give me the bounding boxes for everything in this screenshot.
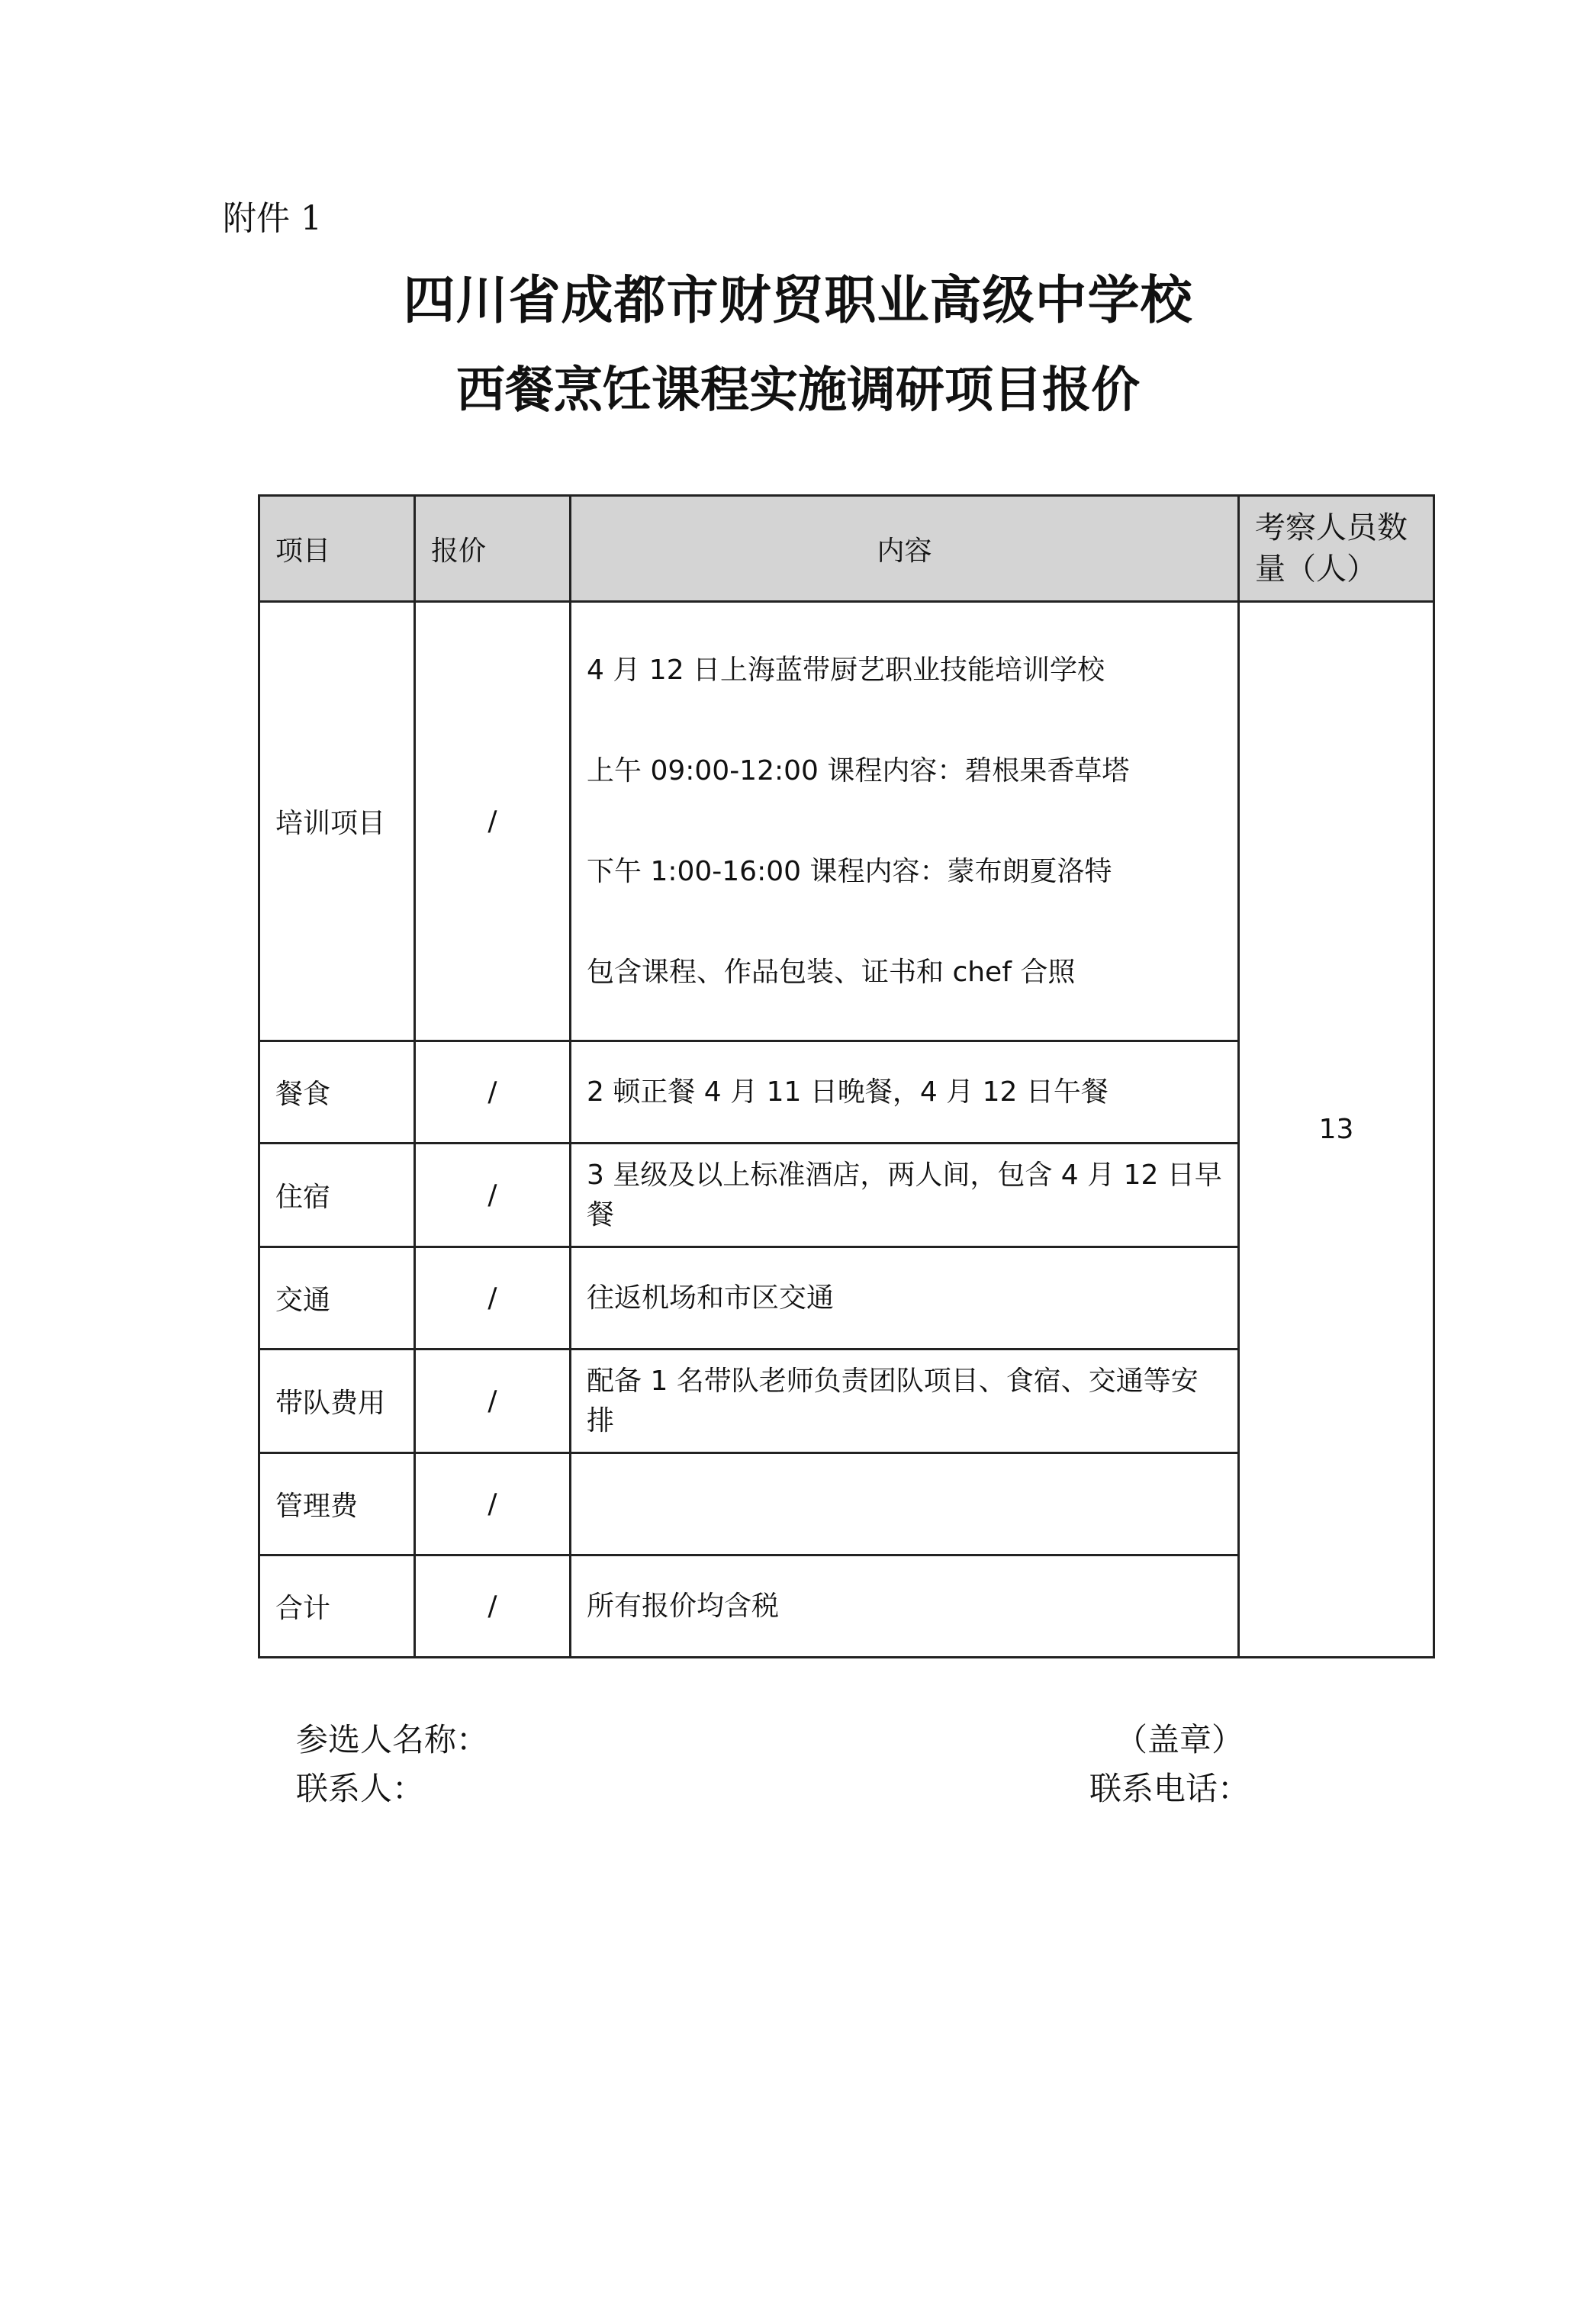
quote-table xyxy=(258,494,1435,1658)
table-row xyxy=(259,602,1434,1041)
contact-person-label: 联系人： xyxy=(296,1770,425,1807)
row-price: / xyxy=(415,1041,571,1144)
row-content: 3 星级及以上标准酒店，两人间，包含 4 月 12 日早餐 xyxy=(571,1144,1239,1247)
row-item: 餐食 xyxy=(259,1041,415,1144)
row-content xyxy=(571,602,1239,1041)
content-line: 包含课程、作品包装、证书和 chef 合照 xyxy=(587,956,1076,988)
column-header-item: 项目 xyxy=(259,496,415,602)
attachment-label: 附件 1 xyxy=(223,199,322,238)
row-item: 培训项目 xyxy=(259,602,415,1041)
bidder-name-label: 参选人名称： xyxy=(296,1721,489,1758)
row-content: 配备 1 名带队老师负责团队项目、食宿、交通等安排 xyxy=(571,1350,1239,1453)
row-price: / xyxy=(415,1350,571,1453)
row-content xyxy=(571,1453,1239,1555)
row-item: 管理费 xyxy=(259,1453,415,1555)
column-header-content: 内容 xyxy=(571,496,1239,602)
row-item: 带队费用 xyxy=(259,1350,415,1453)
row-content: 2 顿正餐 4 月 11 日晚餐，4 月 12 日午餐 xyxy=(571,1041,1239,1144)
row-item: 交通 xyxy=(259,1247,415,1350)
row-content: 往返机场和市区交通 xyxy=(571,1247,1239,1350)
row-item: 合计 xyxy=(259,1555,415,1658)
row-price: / xyxy=(415,1453,571,1555)
row-price: / xyxy=(415,1247,571,1350)
row-item: 住宿 xyxy=(259,1144,415,1247)
document-title-line2: 西餐烹饪课程实施调研项目报价 xyxy=(456,362,1140,419)
contact-phone-label: 联系电话： xyxy=(1089,1770,1250,1807)
content-line: 下午 1:00-16:00 课程内容：蒙布朗夏洛特 xyxy=(587,855,1112,887)
seal-label: （盖章） xyxy=(1115,1721,1244,1758)
content-line: 4 月 12 日上海蓝带厨艺职业技能培训学校 xyxy=(587,654,1105,686)
row-price: / xyxy=(415,602,571,1041)
content-line: 上午 09:00-12:00 课程内容：碧根果香草塔 xyxy=(587,754,1130,787)
column-header-price: 报价 xyxy=(415,496,571,602)
column-header-count: 考察人员数量（人） xyxy=(1239,496,1434,602)
document-title-line1: 四川省成都市财贸职业高级中学校 xyxy=(403,270,1193,331)
row-price: / xyxy=(415,1555,571,1658)
table-header-row xyxy=(259,496,1434,602)
row-content: 所有报价均含税 xyxy=(571,1555,1239,1658)
row-price: / xyxy=(415,1144,571,1247)
inspection-count: 13 xyxy=(1239,602,1434,1658)
